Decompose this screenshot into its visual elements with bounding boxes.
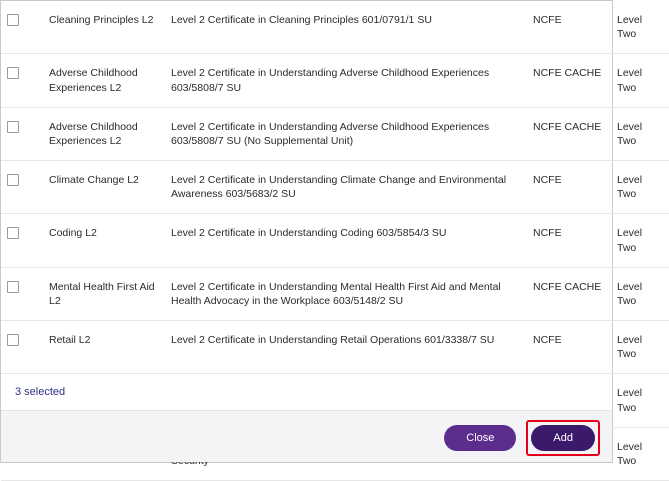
row-checkbox[interactable] (7, 14, 19, 26)
course-level: Level Two (611, 321, 669, 374)
awarding-body: NCFE CACHE (527, 267, 611, 320)
table-row[interactable] (1, 214, 669, 267)
course-title: Level 2 Certificate in Understanding Adverse Childhood Experiences 603/5808/7 SU (No Supplemental Unit) (165, 107, 527, 160)
course-title: Level 2 Certificate in Understanding Coding 603/5854/3 SU (165, 214, 527, 267)
course-name: Mental Health First Aid L2 (43, 267, 165, 320)
awarding-body: NCFE (527, 1, 611, 54)
awarding-body: NCFE (527, 321, 611, 374)
vertical-scrollbar[interactable] (606, 1, 612, 378)
table-row[interactable] (1, 1, 669, 54)
awarding-body: NCFE CACHE (527, 54, 611, 107)
course-name: Retail L2 (43, 321, 165, 374)
row-checkbox[interactable] (7, 121, 19, 133)
course-name: Adverse Childhood Experiences L2 (43, 54, 165, 107)
course-title: Level 2 Certificate in Cleaning Principles 601/0791/1 SU (165, 1, 527, 54)
table-row[interactable] (1, 267, 669, 320)
course-title: Level 2 Certificate in Understanding Retail Operations 601/3338/7 SU (165, 321, 527, 374)
course-name: Climate Change L2 (43, 161, 165, 214)
table-row[interactable] (1, 54, 669, 107)
row-checkbox[interactable] (7, 67, 19, 79)
row-checkbox[interactable] (7, 334, 19, 346)
add-button[interactable]: Add (531, 425, 595, 451)
row-checkbox[interactable] (7, 174, 19, 186)
course-level: Level Two (611, 267, 669, 320)
course-title: Level 2 Certificate in Understanding Adverse Childhood Experiences 603/5808/7 SU (165, 54, 527, 107)
course-name: Adverse Childhood Experiences L2 (43, 107, 165, 160)
row-select-cell[interactable] (1, 267, 43, 320)
selected-count: 3 selected (1, 378, 612, 410)
awarding-body: NCFE (527, 161, 611, 214)
course-level: Level Two (611, 1, 669, 54)
course-title: Level 2 Certificate in Understanding Climate Change and Environmental Awareness 603/5683/2 SU (165, 161, 527, 214)
footer-actions (444, 420, 600, 456)
course-level: Level Two (611, 54, 669, 107)
course-name: Cleaning Principles L2 (43, 1, 165, 54)
course-level: Level Two (611, 427, 669, 480)
row-select-cell[interactable] (1, 1, 43, 54)
add-button-highlight (526, 420, 600, 456)
course-level: Level Two (611, 107, 669, 160)
course-name: Coding L2 (43, 214, 165, 267)
row-select-cell[interactable] (1, 107, 43, 160)
course-level: Level Two (611, 214, 669, 267)
table-row[interactable] (1, 161, 669, 214)
row-checkbox[interactable] (7, 227, 19, 239)
course-level: Level Two (611, 161, 669, 214)
close-button[interactable]: Close (444, 425, 516, 451)
row-checkbox[interactable] (7, 281, 19, 293)
table-row[interactable] (1, 107, 669, 160)
dialog-footer (1, 410, 612, 462)
course-title: Level 2 Certificate in Understanding Mental Health First Aid and Mental Health Advocacy in the Workplace 603/5148/2 SU (165, 267, 527, 320)
awarding-body: NCFE (527, 214, 611, 267)
row-select-cell[interactable] (1, 321, 43, 374)
course-level: Level Two (611, 374, 669, 427)
row-select-cell[interactable] (1, 161, 43, 214)
row-select-cell[interactable] (1, 54, 43, 107)
awarding-body: NCFE CACHE (527, 107, 611, 160)
row-select-cell[interactable] (1, 214, 43, 267)
table-row[interactable] (1, 321, 669, 374)
